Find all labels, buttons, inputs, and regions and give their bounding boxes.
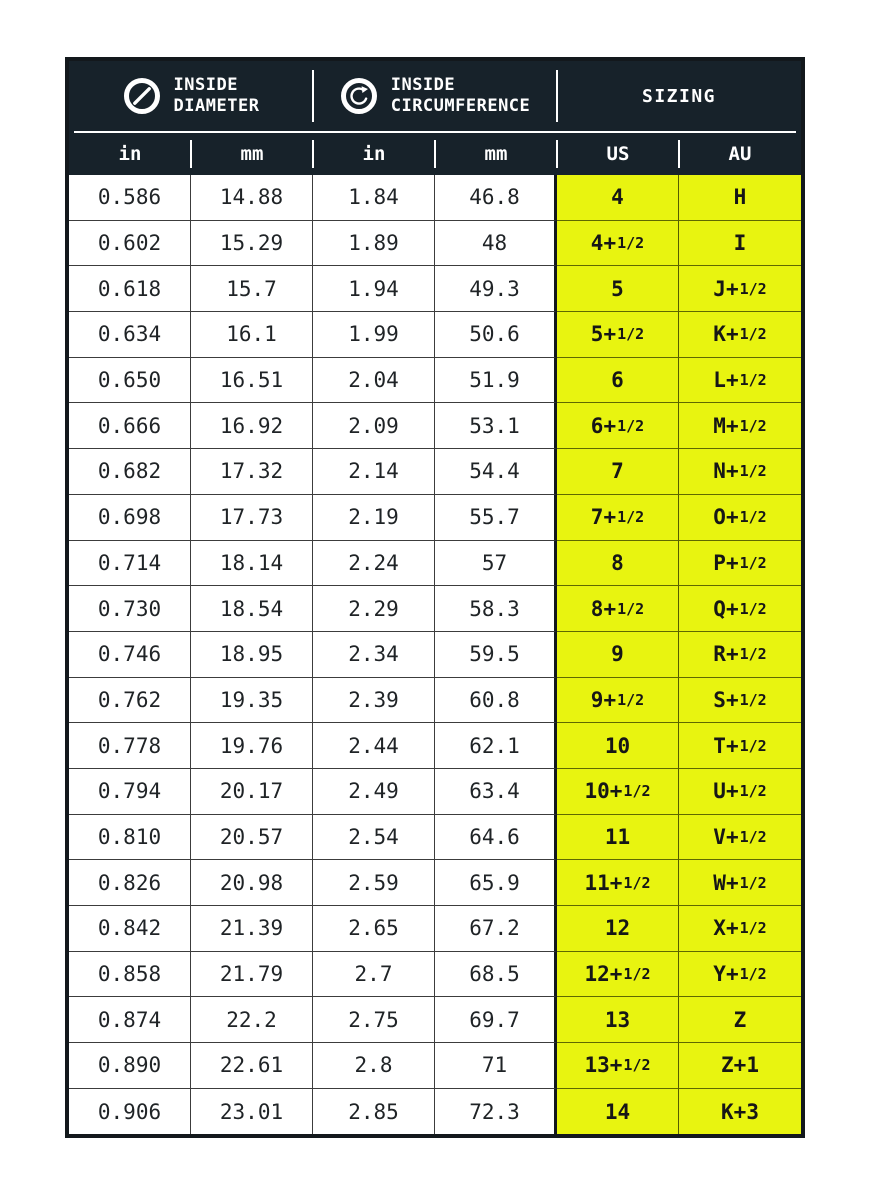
us-size-cell: 6+ 1/2	[557, 403, 679, 449]
diameter-in-cell: 0.890	[69, 1043, 191, 1089]
us-size-cell: 5+ 1/2	[557, 312, 679, 358]
circumference-mm-cell: 50.6	[435, 312, 557, 358]
circumference-mm-cell: 64.6	[435, 815, 557, 861]
diameter-mm-cell: 19.35	[191, 678, 313, 724]
subheader-diameter-in: in	[69, 133, 191, 175]
au-size-cell: Z+1	[679, 1043, 801, 1089]
subheader-circumference-mm: mm	[435, 133, 557, 175]
diameter-mm-cell: 16.51	[191, 358, 313, 404]
diameter-in-cell: 0.762	[69, 678, 191, 724]
ring-size-chart-table	[65, 57, 805, 1138]
header-label-line: DIAMETER	[173, 96, 260, 116]
us-size-cell: 4	[557, 175, 679, 221]
us-size-cell: 12	[557, 906, 679, 952]
header-label-line: INSIDE	[173, 75, 238, 95]
diameter-mm-cell: 14.88	[191, 175, 313, 221]
circumference-in-cell: 2.54	[313, 815, 435, 861]
au-size-cell: L+ 1/2	[679, 358, 801, 404]
au-size-cell: K+3	[679, 1089, 801, 1135]
circumference-mm-cell: 48	[435, 221, 557, 267]
us-size-cell: 8	[557, 541, 679, 587]
us-size-cell: 10	[557, 723, 679, 769]
au-size-cell: O+ 1/2	[679, 495, 801, 541]
circumference-in-cell: 2.04	[313, 358, 435, 404]
circumference-in-cell: 2.19	[313, 495, 435, 541]
us-size-cell: 6	[557, 358, 679, 404]
circumference-in-cell: 2.14	[313, 449, 435, 495]
circumference-mm-cell: 57	[435, 541, 557, 587]
subheader-row	[69, 133, 801, 175]
us-size-cell: 8+ 1/2	[557, 586, 679, 632]
us-size-cell: 13	[557, 997, 679, 1043]
au-size-cell: V+ 1/2	[679, 815, 801, 861]
diameter-in-cell: 0.682	[69, 449, 191, 495]
diameter-mm-cell: 18.54	[191, 586, 313, 632]
circumference-in-cell: 2.59	[313, 860, 435, 906]
circumference-in-cell: 2.7	[313, 952, 435, 998]
circumference-in-cell: 2.09	[313, 403, 435, 449]
circumference-mm-cell: 55.7	[435, 495, 557, 541]
circumference-in-cell: 1.84	[313, 175, 435, 221]
circumference-in-cell: 2.85	[313, 1089, 435, 1135]
header-label-sizing: SIZING	[641, 85, 717, 107]
diameter-mm-cell: 22.2	[191, 997, 313, 1043]
diameter-mm-cell: 18.95	[191, 632, 313, 678]
diameter-icon	[123, 77, 161, 115]
au-size-cell: I	[679, 221, 801, 267]
diameter-in-cell: 0.650	[69, 358, 191, 404]
au-size-cell: Z	[679, 997, 801, 1043]
circumference-mm-cell: 46.8	[435, 175, 557, 221]
circumference-in-cell: 2.65	[313, 906, 435, 952]
diameter-mm-cell: 17.32	[191, 449, 313, 495]
diameter-in-cell: 0.874	[69, 997, 191, 1043]
header-label-inside-diameter	[174, 75, 260, 117]
us-size-cell: 10+ 1/2	[557, 769, 679, 815]
circumference-in-cell: 2.49	[313, 769, 435, 815]
diameter-mm-cell: 17.73	[191, 495, 313, 541]
diameter-mm-cell: 21.39	[191, 906, 313, 952]
diameter-in-cell: 0.586	[69, 175, 191, 221]
us-size-cell: 7	[557, 449, 679, 495]
circumference-mm-cell: 72.3	[435, 1089, 557, 1135]
circumference-in-cell: 2.24	[313, 541, 435, 587]
us-size-cell: 9+ 1/2	[557, 678, 679, 724]
subheader-circumference-in: in	[313, 133, 435, 175]
circumference-mm-cell: 58.3	[435, 586, 557, 632]
diameter-in-cell: 0.714	[69, 541, 191, 587]
header-group-inside-circumference	[313, 61, 557, 131]
au-size-cell: X+ 1/2	[679, 906, 801, 952]
circumference-mm-cell: 69.7	[435, 997, 557, 1043]
us-size-cell: 4+ 1/2	[557, 221, 679, 267]
au-size-cell: Q+ 1/2	[679, 586, 801, 632]
diameter-mm-cell: 21.79	[191, 952, 313, 998]
diameter-in-cell: 0.666	[69, 403, 191, 449]
us-size-cell: 9	[557, 632, 679, 678]
circumference-in-cell: 2.34	[313, 632, 435, 678]
au-size-cell: T+ 1/2	[679, 723, 801, 769]
circumference-mm-cell: 68.5	[435, 952, 557, 998]
au-size-cell: W+ 1/2	[679, 860, 801, 906]
au-size-cell: H	[679, 175, 801, 221]
circumference-mm-cell: 63.4	[435, 769, 557, 815]
diameter-in-cell: 0.618	[69, 266, 191, 312]
circumference-in-cell: 1.99	[313, 312, 435, 358]
circumference-in-cell: 2.39	[313, 678, 435, 724]
circumference-in-cell: 2.44	[313, 723, 435, 769]
diameter-mm-cell: 16.1	[191, 312, 313, 358]
diameter-in-cell: 0.826	[69, 860, 191, 906]
header-label-inside-circumference	[391, 75, 531, 117]
circumference-in-cell: 2.8	[313, 1043, 435, 1089]
au-size-cell: R+ 1/2	[679, 632, 801, 678]
diameter-mm-cell: 19.76	[191, 723, 313, 769]
circumference-in-cell: 2.75	[313, 997, 435, 1043]
circumference-icon	[340, 77, 378, 115]
us-size-cell: 13+ 1/2	[557, 1043, 679, 1089]
au-size-cell: P+ 1/2	[679, 541, 801, 587]
diameter-in-cell: 0.842	[69, 906, 191, 952]
header-label-line: CIRCUMFERENCE	[390, 96, 531, 116]
subheader-au-size: AU	[728, 143, 752, 165]
au-size-cell: M+ 1/2	[679, 403, 801, 449]
diameter-in-cell: 0.746	[69, 632, 191, 678]
diameter-in-cell: 0.858	[69, 952, 191, 998]
subheader-us-size: US	[557, 133, 679, 175]
circumference-in-cell: 1.89	[313, 221, 435, 267]
au-size-cell: Y+ 1/2	[679, 952, 801, 998]
us-size-cell: 5	[557, 266, 679, 312]
au-size-cell: U+ 1/2	[679, 769, 801, 815]
us-size-cell: 7+ 1/2	[557, 495, 679, 541]
header-group-inside-diameter	[69, 61, 313, 131]
us-size-cell: 11	[557, 815, 679, 861]
circumference-mm-cell: 62.1	[435, 723, 557, 769]
circumference-mm-cell: 71	[435, 1043, 557, 1089]
us-size-cell: 12+ 1/2	[557, 952, 679, 998]
diameter-mm-cell: 15.29	[191, 221, 313, 267]
au-size-cell: J+ 1/2	[679, 266, 801, 312]
circumference-in-cell: 1.94	[313, 266, 435, 312]
diameter-in-cell: 0.730	[69, 586, 191, 632]
diameter-in-cell: 0.810	[69, 815, 191, 861]
circumference-mm-cell: 51.9	[435, 358, 557, 404]
circumference-in-cell: 2.29	[313, 586, 435, 632]
au-size-cell: N+ 1/2	[679, 449, 801, 495]
diameter-mm-cell: 20.98	[191, 860, 313, 906]
circumference-mm-cell: 67.2	[435, 906, 557, 952]
diameter-in-cell: 0.602	[69, 221, 191, 267]
diameter-mm-cell: 20.17	[191, 769, 313, 815]
diameter-in-cell: 0.906	[69, 1089, 191, 1135]
diameter-mm-cell: 22.61	[191, 1043, 313, 1089]
diameter-mm-cell: 20.57	[191, 815, 313, 861]
circumference-mm-cell: 54.4	[435, 449, 557, 495]
table-body	[69, 175, 801, 1134]
us-size-cell: 11+ 1/2	[557, 860, 679, 906]
diameter-mm-cell: 15.7	[191, 266, 313, 312]
diameter-in-cell: 0.634	[69, 312, 191, 358]
header-group-sizing	[557, 61, 801, 131]
diameter-in-cell: 0.778	[69, 723, 191, 769]
circumference-mm-cell: 60.8	[435, 678, 557, 724]
diameter-in-cell: 0.794	[69, 769, 191, 815]
au-size-cell: K+ 1/2	[679, 312, 801, 358]
diameter-in-cell: 0.698	[69, 495, 191, 541]
circumference-mm-cell: 53.1	[435, 403, 557, 449]
diameter-mm-cell: 16.92	[191, 403, 313, 449]
us-size-cell: 14	[557, 1089, 679, 1135]
header-label-line: INSIDE	[390, 75, 456, 95]
circumference-mm-cell: 59.5	[435, 632, 557, 678]
subheader-diameter-mm: mm	[191, 133, 313, 175]
diameter-mm-cell: 23.01	[191, 1089, 313, 1135]
circumference-mm-cell: 49.3	[435, 266, 557, 312]
header-group-row	[69, 61, 801, 131]
circumference-mm-cell: 65.9	[435, 860, 557, 906]
table-header	[69, 61, 801, 175]
diameter-mm-cell: 18.14	[191, 541, 313, 587]
au-size-cell: S+ 1/2	[679, 678, 801, 724]
